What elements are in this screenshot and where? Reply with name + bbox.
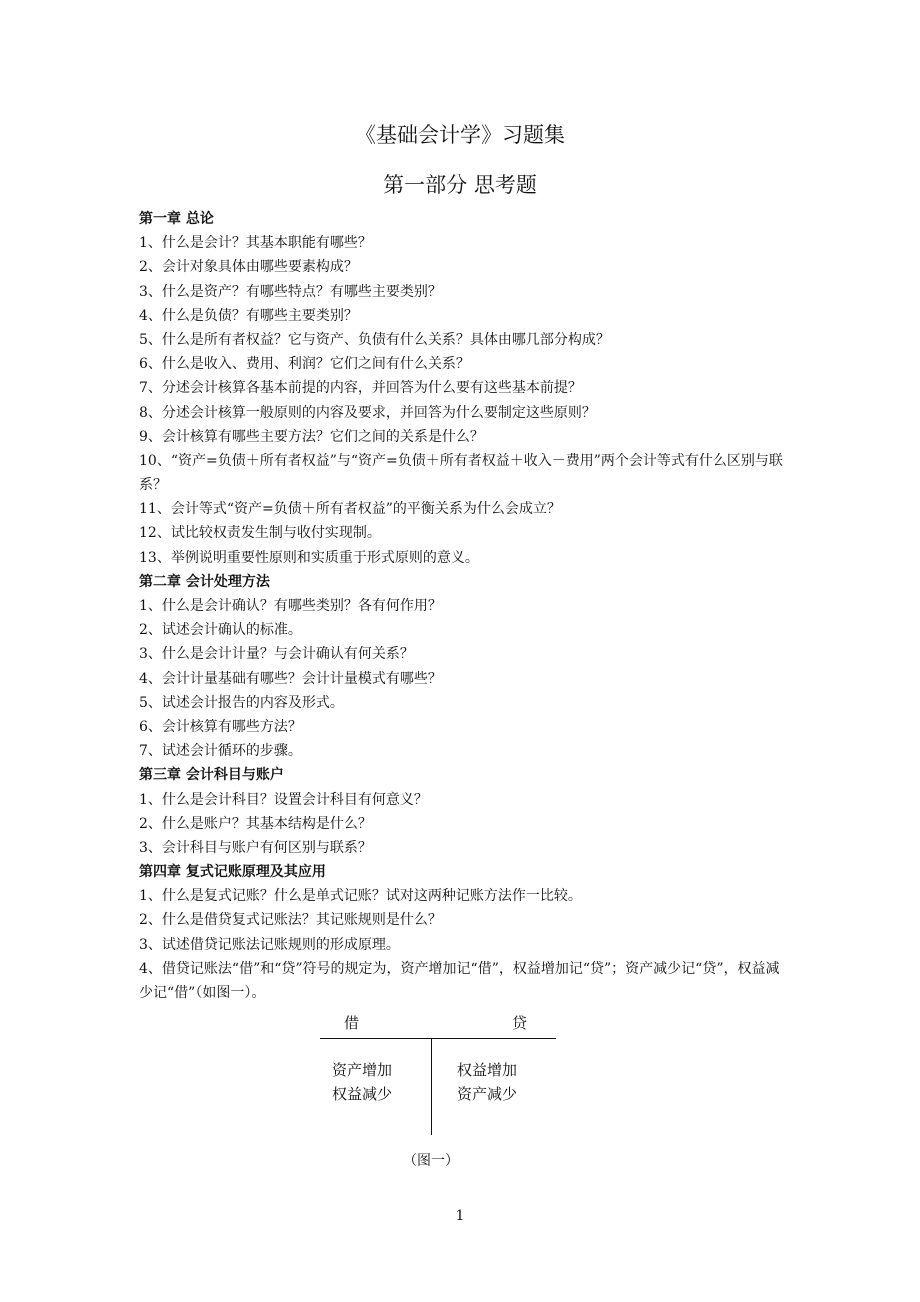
question-item: 3、试述借贷记账法记账规则的形成原理。	[139, 936, 400, 953]
question-item: 5、试述会计报告的内容及形式。	[139, 694, 344, 711]
credit-label: 贷	[512, 1014, 528, 1032]
page-number: 1	[455, 1208, 465, 1224]
chapter-2-heading: 第二章 会计处理方法	[139, 573, 270, 590]
question-item: 1、什么是会计？其基本职能有哪些？	[139, 235, 372, 252]
figure-caption: （图一）	[403, 1153, 459, 1169]
question-item: 4、会计计量基础有哪些？会计计量模式有哪些？	[139, 670, 442, 687]
question-item: 2、什么是账户？其基本结构是什么？	[139, 815, 372, 832]
question-item: 2、什么是借贷复式记账法？其记账规则是什么？	[139, 912, 442, 929]
part-title: 第一部分 思考题	[383, 173, 537, 197]
question-item: 3、什么是资产？有哪些特点？有哪些主要类别？	[139, 283, 442, 300]
question-item: 9、会计核算有哪些主要方法？它们之间的关系是什么？	[139, 428, 484, 445]
chapter-1-heading: 第一章 总论	[139, 211, 214, 227]
question-item: 1、什么是会计确认？有哪些类别？各有何作用？	[139, 598, 442, 615]
question-item: 7、试述会计循环的步骤。	[139, 743, 302, 760]
document-title: 《基础会计学》习题集	[355, 123, 565, 147]
question-item: 4、什么是负债？有哪些主要类别？	[139, 307, 358, 324]
question-item: 7、分述会计核算各基本前提的内容，并回答为什么要有这些基本前提？	[139, 380, 582, 397]
chapter-4-heading: 第四章 复式记账原理及其应用	[139, 864, 326, 881]
question-item: 11、会计等式“资产=负债＋所有者权益”的平衡关系为什么会成立？	[139, 501, 561, 518]
debit-entry: 权益减少	[332, 1085, 393, 1103]
question-item: 2、试述会计确认的标准。	[139, 622, 302, 639]
question-item: 8、分述会计核算一般原则的内容及要求，并回答为什么要制定这些原则？	[139, 404, 596, 421]
question-item: 10、“资产=负债＋所有者权益”与“资产=负债＋所有者权益＋收入－费用”两个会计等式有什么区别与联系？	[139, 452, 783, 494]
question-item: 2、会计对象具体由哪些要素构成？	[139, 259, 358, 276]
t-account-horizontal-rule	[320, 1038, 556, 1039]
debit-label: 借	[344, 1014, 360, 1032]
question-item: 4、借贷记账法“借”和“贷”符号的规定为，资产增加记“借”，权益增加记“贷”；资产减少记“贷”，权益减少记“借”（如图一）。	[139, 960, 780, 1002]
question-item: 6、会计核算有哪些方法？	[139, 718, 302, 735]
debit-entry: 资产增加	[332, 1061, 393, 1079]
credit-entry: 权益增加	[457, 1061, 518, 1079]
question-item: 1、什么是会计科目？设置会计科目有何意义？	[139, 791, 428, 808]
question-item: 1、什么是复式记账？什么是单式记账？试对这两种记账方法作一比较。	[139, 888, 582, 905]
chapter-3-heading: 第三章 会计科目与账户	[139, 767, 284, 784]
t-account-vertical-rule	[431, 1038, 432, 1135]
question-item: 3、会计科目与账户有何区别与联系？	[139, 839, 372, 856]
question-item: 5、什么是所有者权益？它与资产、负债有什么关系？具体由哪几部分构成？	[139, 331, 610, 348]
credit-entry: 资产减少	[457, 1085, 518, 1103]
question-item: 3、什么是会计计量？与会计确认有何关系？	[139, 646, 414, 663]
question-item: 13、举例说明重要性原则和实质重于形式原则的意义。	[139, 549, 479, 566]
question-item: 12、试比较权责发生制与收付实现制。	[139, 525, 381, 542]
question-item: 6、什么是收入、费用、利润？它们之间有什么关系？	[139, 356, 470, 373]
